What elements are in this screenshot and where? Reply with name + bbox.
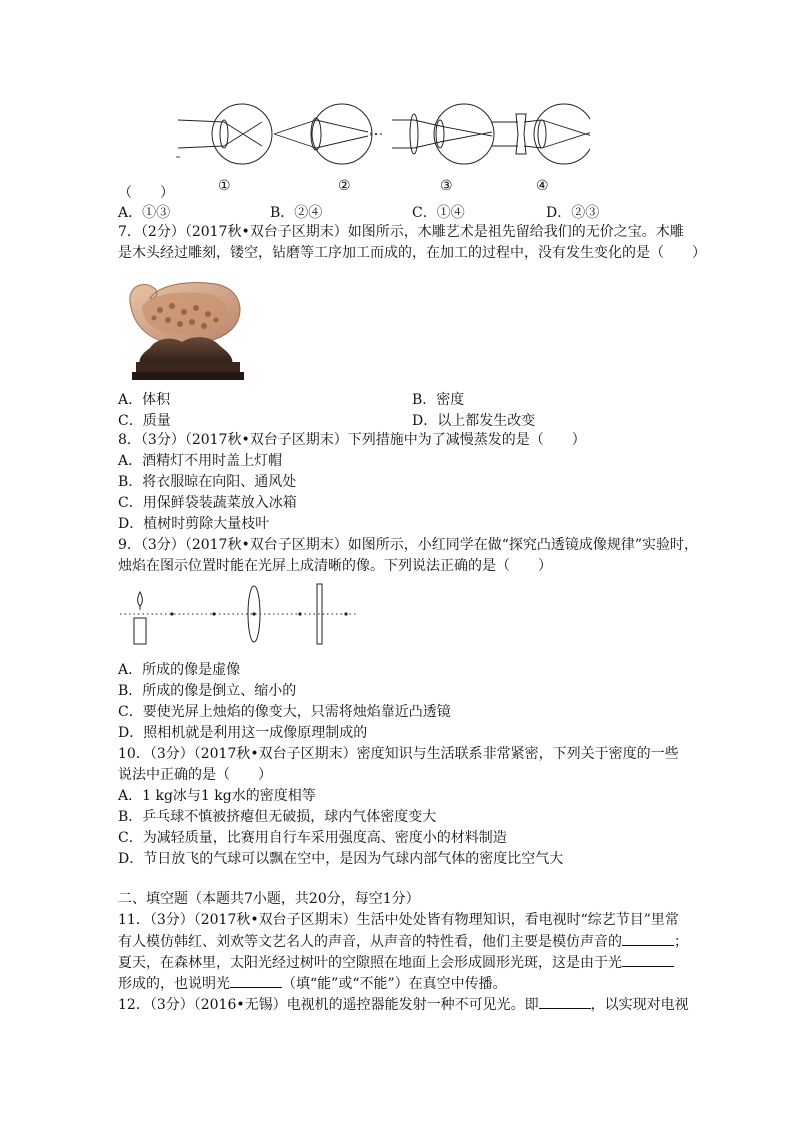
q7-stem-line2: 是木头经过雕刻，镂空，钻磨等工序加工而成的，在加工的过程中，没有发生变化的是（ ） xyxy=(118,245,706,261)
q6-option-c: C．①④ xyxy=(412,205,465,221)
q12-line1-text: 12．（3分）（2016•无锡）电视机的遥控器能发射一种不可见光。即 xyxy=(118,997,539,1013)
q10-option-d: D．节日放飞的气球可以飘在空中，是因为气球内部气体的密度比空气大 xyxy=(118,851,564,867)
eye-diagram-2 xyxy=(274,104,382,164)
q9-option-a: A．所成的像是虚像 xyxy=(118,662,241,678)
q7-stem-line1: 7．（2分）（2017秋•双台子区期末）如图所示，木雕艺术是祖先留给我们的无价之宝。木雕 xyxy=(118,224,684,240)
diagram-label-4: ④ xyxy=(536,178,549,194)
q9-option-d: D．照相机就是利用这一成像原理制成的 xyxy=(118,725,368,741)
eye-diagrams xyxy=(170,96,590,196)
eye-diagram-4 xyxy=(492,104,590,164)
q11-line1: 11．（3分）（2017秋•双台子区期末）生活中处处皆有物理知识，看电视时“综艺节目”里常 xyxy=(118,912,679,928)
q9-option-b: B．所成的像是倒立、缩小的 xyxy=(118,683,297,699)
answer-blank-3[interactable] xyxy=(230,973,282,988)
eye-diagram-3 xyxy=(392,104,494,164)
q11-line2-text: 有人模仿韩红、刘欢等文艺名人的声音，从声音的特性看，他们主要是模仿声音的 xyxy=(118,934,622,950)
wood-carving-image xyxy=(120,272,246,380)
q6-option-b: B．②④ xyxy=(270,205,323,221)
q11-line4-end: （填“能”或“不能”）在真空中传播。 xyxy=(282,976,507,992)
q10-option-c: C．为减轻质量，比赛用自行车采用强度高、密度小的材料制造 xyxy=(118,830,507,846)
answer-blank-4[interactable] xyxy=(539,994,591,1009)
q10-stem-line2: 说法中正确的是（ ） xyxy=(118,767,272,783)
diagram-label-3: ③ xyxy=(440,178,453,194)
q10-option-b: B．乒乓球不慎被挤瘪但无破损，球内气体密度变大 xyxy=(118,809,437,825)
q8-option-b: B．将衣服晾在向阳、通风处 xyxy=(118,474,297,490)
eye-diagram-1 xyxy=(176,104,272,164)
q12-line1-end: ，以实现对电视 xyxy=(590,997,689,1013)
q7-option-a: A．体积 xyxy=(118,392,171,408)
q9-option-c: C．要使光屏上烛焰的像变大，只需将烛焰靠近凸透镜 xyxy=(118,704,451,720)
q8-option-c: C．用保鲜袋装蔬菜放入冰箱 xyxy=(118,495,297,511)
q6-option-d: D．②③ xyxy=(546,205,600,221)
q10-option-a: A．1 kg冰与1 kg水的密度相等 xyxy=(118,788,316,804)
q7-option-d: D．以上都发生改变 xyxy=(412,413,536,429)
q9-stem-line1: 9．（3分）（2017秋•双台子区期末）如图所示，小红同学在做“探究凸透镜成像规律”实验时， xyxy=(118,537,699,553)
answer-blank-1[interactable] xyxy=(622,931,674,946)
q6-bracket: （ ） xyxy=(118,185,174,201)
q11-line4-text: 形成的，也说明光 xyxy=(118,976,230,992)
q8-option-a: A．酒精灯不用时盖上灯帽 xyxy=(118,453,283,469)
q7-option-c: C．质量 xyxy=(118,413,171,429)
q11-line4 xyxy=(118,973,507,994)
q11-line2-end: ； xyxy=(674,934,688,950)
q7-option-b: B．密度 xyxy=(412,392,465,408)
q10-stem-line1: 10．（3分）（2017秋•双台子区期末）密度知识与生活联系非常紧密，下列关于密度的一些 xyxy=(118,746,679,762)
q8-stem: 8．（3分）（2017秋•双台子区期末）下列措施中为了减慢蒸发的是（ ） xyxy=(118,432,586,448)
diagram-label-1: ① xyxy=(218,178,231,194)
diagram-label-2: ② xyxy=(338,178,351,194)
q12-line1 xyxy=(118,994,689,1015)
q6-option-a: A．①③ xyxy=(118,205,171,221)
q11-line2 xyxy=(118,931,688,952)
q11-line3 xyxy=(118,952,674,973)
q9-stem-line2: 烛焰在图示位置时能在光屏上成清晰的像。下列说法正确的是（ ） xyxy=(118,558,552,574)
q8-option-d: D．植树时剪除大量枝叶 xyxy=(118,516,270,532)
section-title: 二、填空题（本题共7小题，共20分，每空1分） xyxy=(118,891,420,907)
optical-bench-diagram xyxy=(118,580,368,650)
q11-line3-text: 夏天，在森林里，太阳光经过树叶的空隙照在地面上会形成圆形光斑，这是由于光 xyxy=(118,955,622,971)
answer-blank-2[interactable] xyxy=(622,952,674,967)
